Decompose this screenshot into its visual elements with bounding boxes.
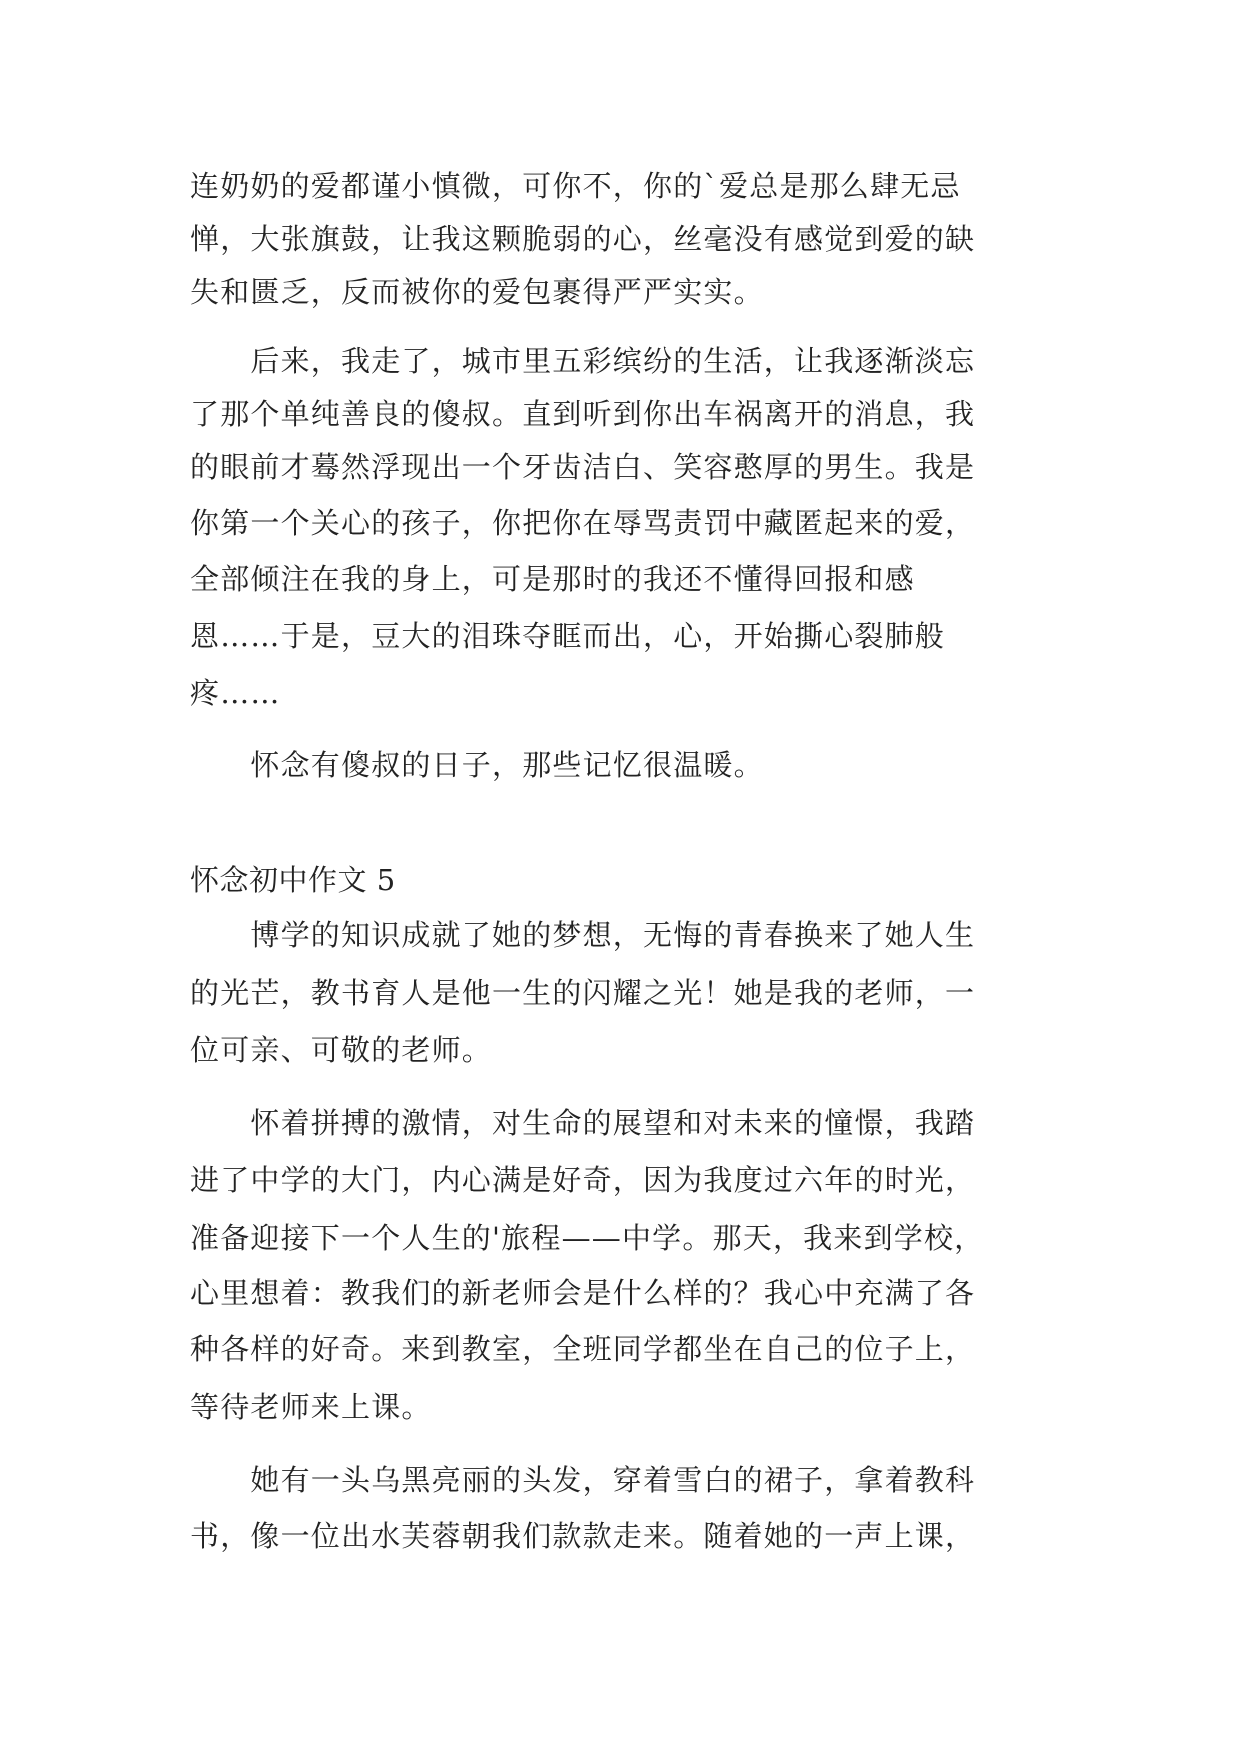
text-line: 种各样的好奇。来到教室，全班同学都坐在自己的位子上，: [190, 1332, 976, 1366]
text-line: 的光芒，教书育人是他一生的闪耀之光！她是我的老师，一: [190, 976, 976, 1010]
text-line: 后来，我走了，城市里五彩缤纷的生活，让我逐渐淡忘: [190, 344, 976, 378]
text-line: 疼……: [190, 676, 281, 710]
text-line: 博学的知识成就了她的梦想，无悔的青春换来了她人生: [190, 918, 976, 952]
text-line: 位可亲、可敬的老师。: [190, 1033, 493, 1067]
text-line: 等待老师来上课。: [190, 1390, 432, 1424]
text-line: 怀念有傻叔的日子，那些记忆很温暖。: [190, 748, 764, 782]
text-line: 准备迎接下一个人生的'旅程——中学。那天，我来到学校，: [190, 1221, 985, 1255]
text-line: 进了中学的大门，内心满是好奇，因为我度过六年的时光，: [190, 1163, 976, 1197]
text-line: 的眼前才蓦然浮现出一个牙齿洁白、笑容憨厚的男生。我是: [190, 450, 976, 484]
text-line: 惮，大张旗鼓，让我这颗脆弱的心，丝毫没有感觉到爱的缺: [190, 222, 976, 256]
section-heading: 怀念初中作文 5: [190, 863, 396, 897]
text-line: 连奶奶的爱都谨小慎微，可你不，你的`爱总是那么肆无忌: [190, 169, 961, 203]
text-line: 你第一个关心的孩子，你把你在辱骂责罚中藏匿起来的爱，: [190, 506, 976, 540]
text-line: 怀着拼搏的激情，对生命的展望和对未来的憧憬，我踏: [190, 1106, 976, 1140]
text-line: 了那个单纯善良的傻叔。直到听到你出车祸离开的消息，我: [190, 397, 976, 431]
text-line: 书，像一位出水芙蓉朝我们款款走来。随着她的一声上课，: [190, 1519, 976, 1553]
text-line: 恩……于是，豆大的泪珠夺眶而出，心，开始撕心裂肺般: [190, 619, 946, 653]
text-line: 全部倾注在我的身上，可是那时的我还不懂得回报和感: [190, 562, 915, 596]
text-line: 心里想着：教我们的新老师会是什么样的？我心中充满了各: [190, 1276, 976, 1310]
text-line: 她有一头乌黑亮丽的头发，穿着雪白的裙子，拿着教科: [190, 1463, 976, 1497]
text-line: 失和匮乏，反而被你的爱包裹得严严实实。: [190, 275, 764, 309]
document-page: [190, 0, 1060, 1754]
